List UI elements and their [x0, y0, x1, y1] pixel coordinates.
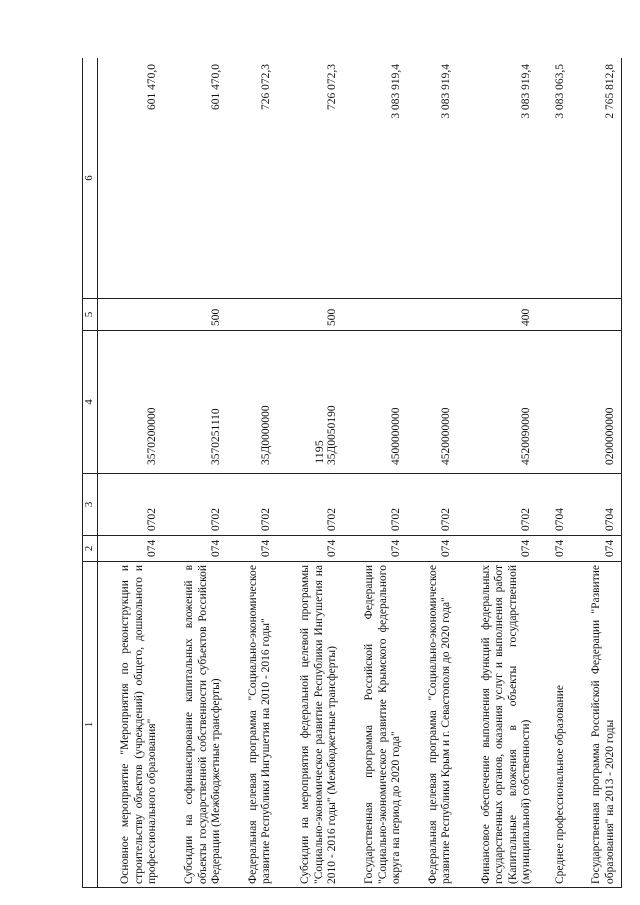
row-target: 4500000000 [344, 331, 408, 474]
row-kind [228, 299, 278, 331]
row-grbs: 074 [98, 536, 164, 562]
table-row [278, 58, 344, 888]
table-row [408, 58, 458, 888]
row-section: 0702 [278, 474, 344, 536]
row-target: 4520000000 [408, 331, 458, 474]
row-target: 4520090000 [458, 331, 538, 474]
row-name: Основное мероприятие "Мероприятия по реконструкции и строительству объектов (учреждений) общего, дошкольного и профессионального образования" [98, 562, 164, 888]
table-row [572, 58, 622, 888]
row-target: 3570251110 [164, 331, 228, 474]
row-section: 0702 [344, 474, 408, 536]
row-grbs: 074 [408, 536, 458, 562]
row-kind [572, 299, 622, 331]
header-col-3: 3 [83, 474, 98, 536]
row-name: Финансовое обеспечение выполнения функций федеральных государственных органов, оказания услуг и выполнения работ (Капитальные вложения в объекты государственной (муниципальной) собственности) [458, 562, 538, 888]
header-col-6: 6 [83, 58, 98, 299]
row-amount: 601 470,0 [98, 58, 164, 299]
row-grbs: 074 [538, 536, 572, 562]
row-section: 0702 [164, 474, 228, 536]
row-section: 0704 [538, 474, 572, 536]
row-amount: 3 083 919,4 [408, 58, 458, 299]
row-name: Государственная программа Российской Федерации "Социально-экономическое развитие Крымского федерального округа на период до 2020 года" [344, 562, 408, 888]
header-col-5: 5 [83, 299, 98, 331]
table-row [98, 58, 164, 888]
row-kind [344, 299, 408, 331]
row-kind [538, 299, 572, 331]
row-amount: 601 470,0 [164, 58, 228, 299]
row-amount: 726 072,3 [228, 58, 278, 299]
table-row [538, 58, 572, 888]
page-number: 1195 [312, 440, 326, 464]
row-grbs: 074 [344, 536, 408, 562]
table-row [344, 58, 408, 888]
budget-table-frame [82, 58, 640, 888]
row-grbs: 074 [164, 536, 228, 562]
row-name: Субсидии на мероприятия федеральной целевой программы "Социально-экономическое развитие Республики Ингушетия на 2010 - 2016 годы" (Межбюджетные трансферты) [278, 562, 344, 888]
row-grbs: 074 [572, 536, 622, 562]
row-target: 3570200000 [98, 331, 164, 474]
row-amount: 3 083 919,4 [458, 58, 538, 299]
row-section: 0702 [98, 474, 164, 536]
row-target: 35Д0050190 [278, 331, 344, 474]
row-name: Федеральная целевая программа "Социально-экономическое развитие Республики Ингушетия на 2010 - 2016 годы" [228, 562, 278, 888]
row-amount: 3 083 063,5 [538, 58, 572, 299]
row-amount: 3 083 919,4 [344, 58, 408, 299]
row-amount: 2 765 812,8 [572, 58, 622, 299]
table-row [458, 58, 538, 888]
row-grbs: 074 [228, 536, 278, 562]
row-kind: 500 [278, 299, 344, 331]
header-row [83, 58, 98, 888]
row-section: 0702 [458, 474, 538, 536]
row-name: Субсидии на софинансирование капитальных вложений в объекты государственной собственности субъектов Российской Федерации (Межбюджетные трансферты) [164, 562, 228, 888]
row-name: Федеральная целевая программа "Социально-экономическое развитие Республики Крым и г. Севастополя до 2020 года" [408, 562, 458, 888]
header-col-1: 1 [83, 562, 98, 888]
budget-table [82, 58, 622, 888]
row-kind [408, 299, 458, 331]
budget-table-rotated [82, 58, 640, 888]
row-target [538, 331, 572, 474]
row-target: 0200000000 [572, 331, 622, 474]
row-grbs: 074 [458, 536, 538, 562]
row-kind: 400 [458, 299, 538, 331]
row-section: 0704 [572, 474, 622, 536]
header-col-4: 4 [83, 331, 98, 474]
table-row [164, 58, 228, 888]
row-kind: 500 [164, 299, 228, 331]
header-col-2: 2 [83, 536, 98, 562]
row-section: 0702 [228, 474, 278, 536]
row-name: Государственная программа Российской Федерации "Развитие образования" на 2013 - 2020 годы [572, 562, 622, 888]
row-section: 0702 [408, 474, 458, 536]
row-name: Среднее профессиональное образование [538, 562, 572, 888]
row-amount: 726 072,3 [278, 58, 344, 299]
row-kind [98, 299, 164, 331]
table-row [228, 58, 278, 888]
row-target: 35Д0000000 [228, 331, 278, 474]
row-grbs: 074 [278, 536, 344, 562]
